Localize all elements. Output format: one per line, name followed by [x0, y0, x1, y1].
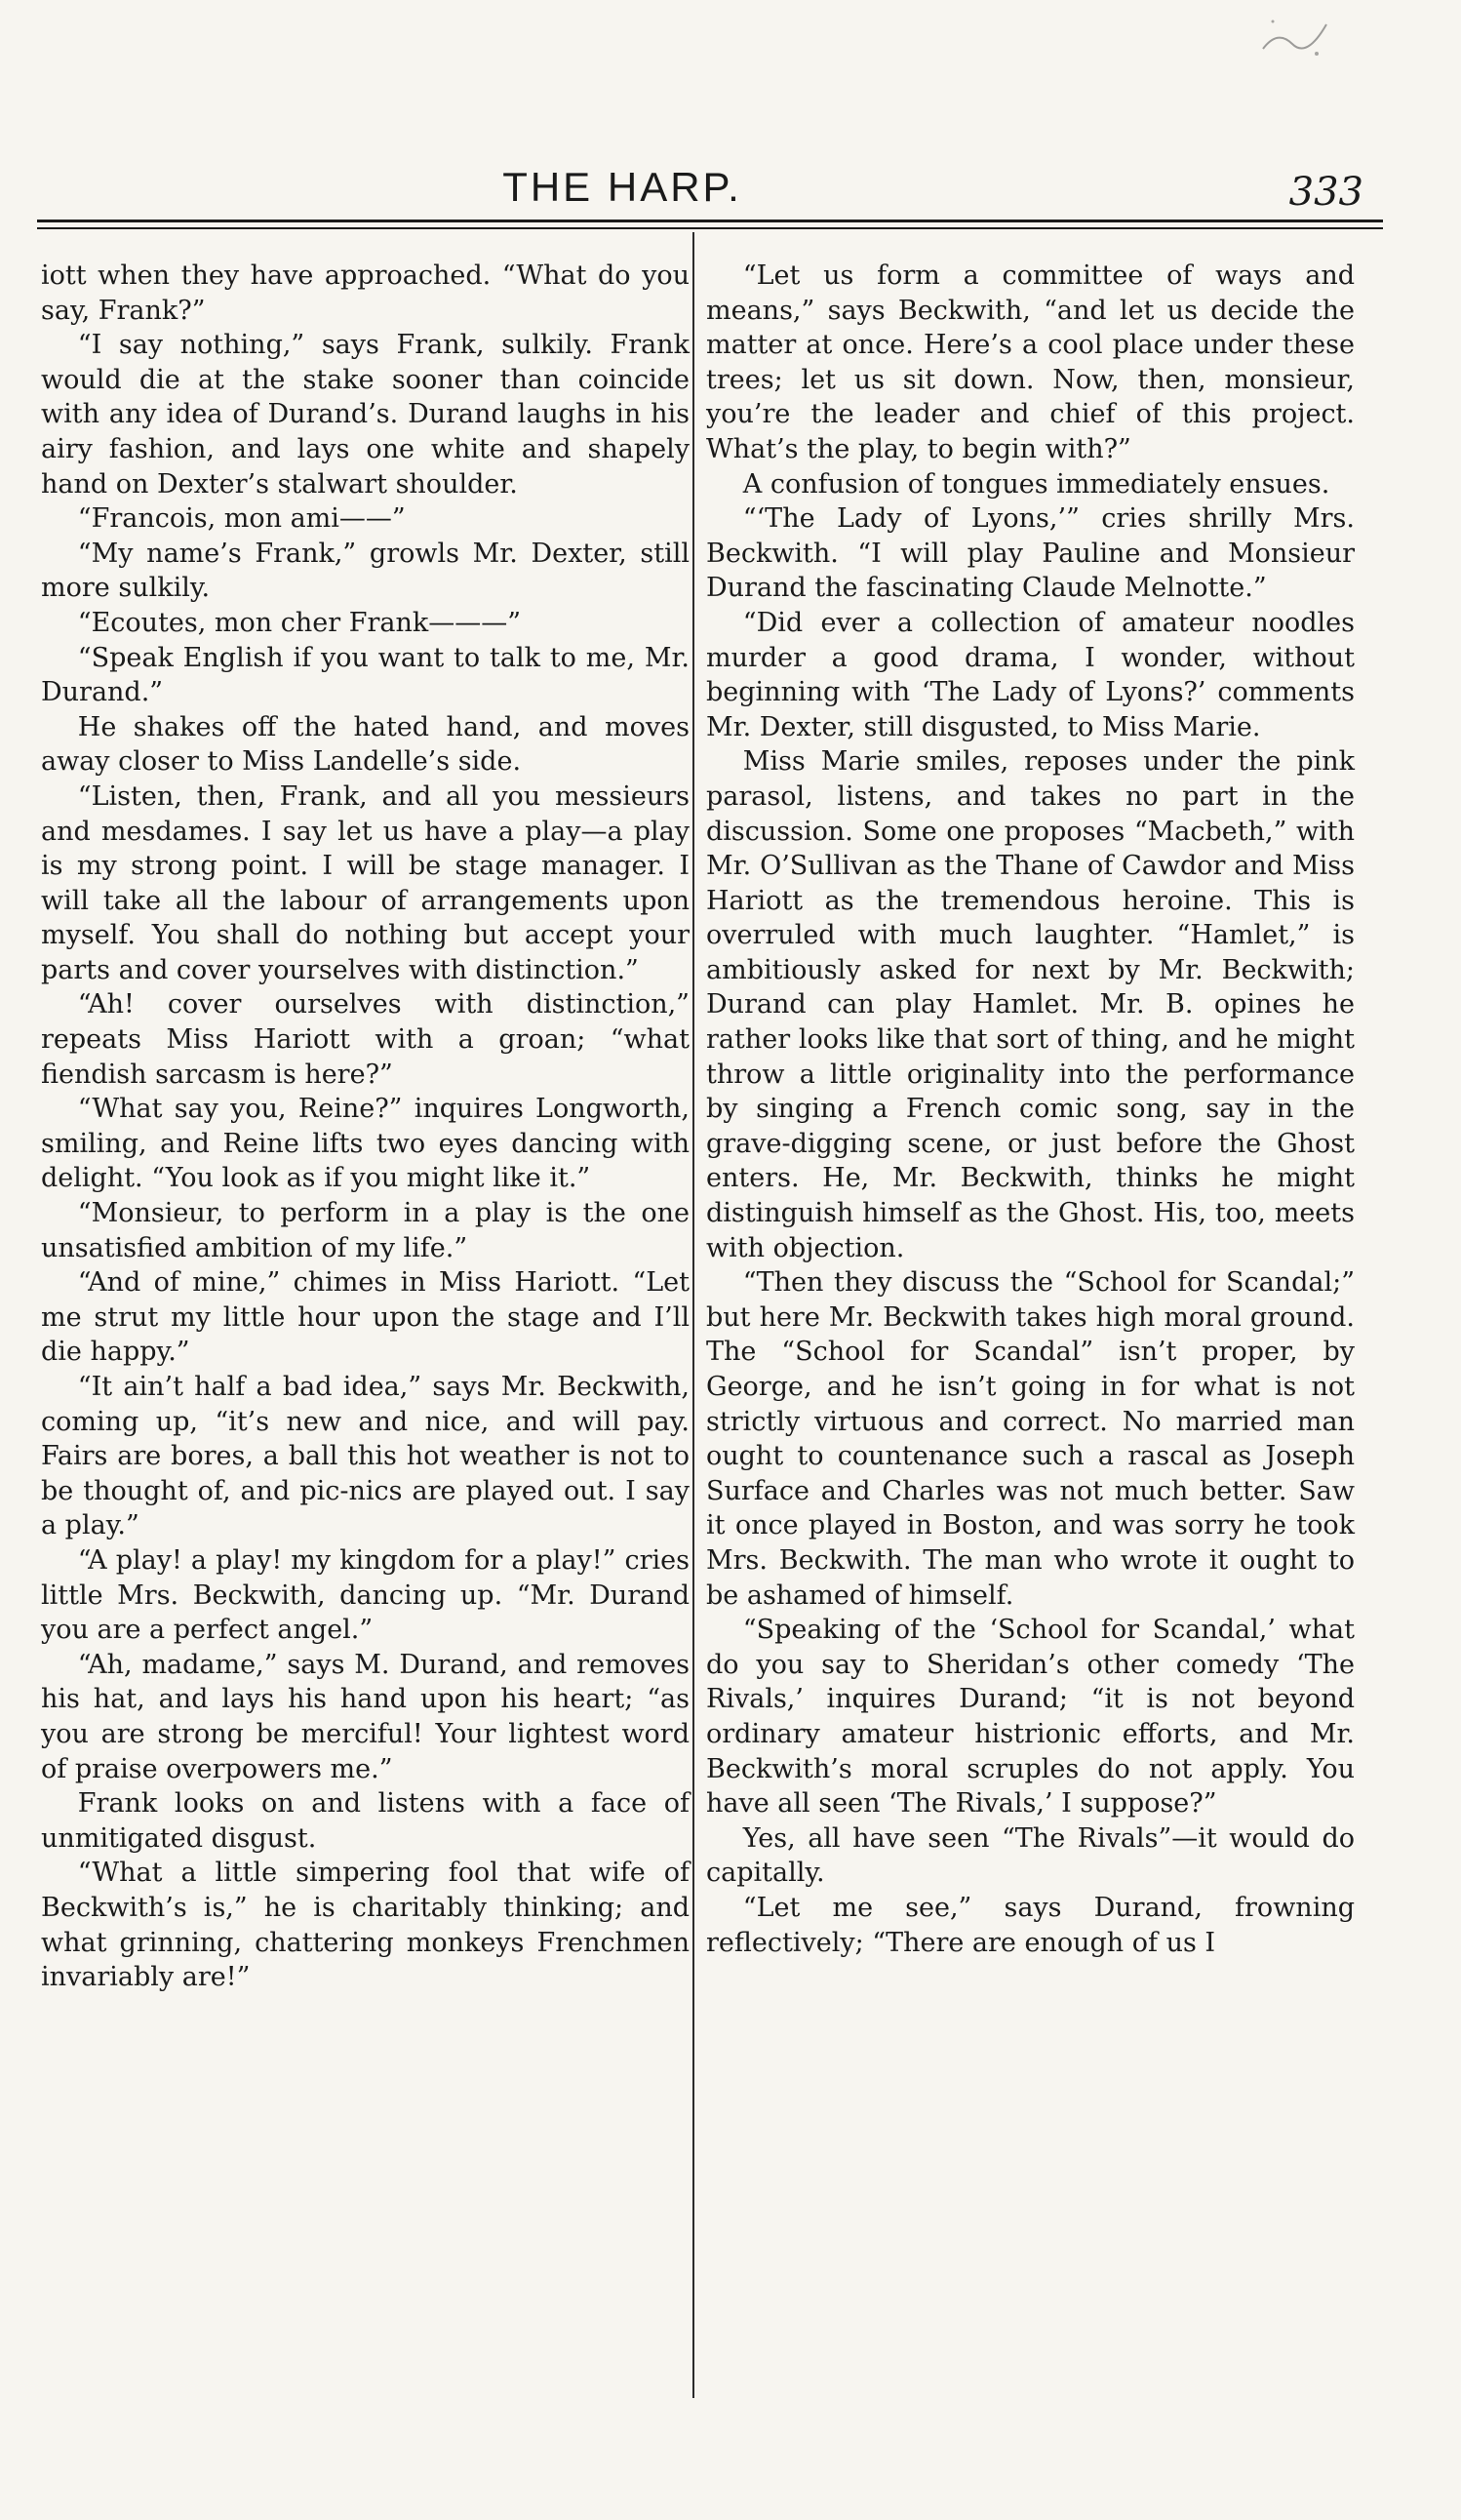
ink-mark-icon: [1258, 10, 1336, 68]
paragraph: “Did ever a collection of amateur noodles murder a good drama, I wonder, without beginning with ‘The Lady of Lyons?’ comments Mr. Dexter, still disgusted, to Miss Marie.: [706, 607, 1355, 742]
right-column: [706, 259, 1355, 1960]
running-head: [37, 164, 1383, 222]
paragraph: “Ah! cover ourselves with distinction,” repeats Miss Hariott with a groan; “what fiendish sarcasm is here?”: [41, 989, 690, 1090]
paragraph: “Let us form a committee of ways and means,” says Beckwith, “and let us decide the matter at once. Here’s a cool place under these trees; let us sit down. Now, then, monsieur, you’re the leader and chief of this project. What’s the play, to begin with?”: [706, 260, 1355, 464]
paragraph: A confusion of tongues immediately ensues.: [742, 468, 1330, 500]
paragraph: “Speaking of the ‘School for Scandal,’ what do you say to Sheridan’s other comedy ‘The Rivals,’ inquires Durand; “it is not beyond ordinary amateur histrionic efforts, and Mr. Beckwith’s moral scruples do not apply. You have all seen ‘The Rivals,’ I suppose?”: [706, 1615, 1355, 1820]
paragraph: “Speak English if you want to talk to me, Mr. Durand.”: [41, 642, 690, 708]
paragraph: “It ain’t half a bad idea,” says Mr. Beckwith, coming up, “it’s new and nice, and will pay. Fairs are bores, a ball this hot weather is not to be thought of, and pic-nics are played out. I say a play.”: [41, 1372, 690, 1541]
paragraph: “What a little simpering fool that wife of Beckwith’s is,” he is charitably thinking; and what grinning, chattering monkeys Frenchmen invariably are!”: [41, 1858, 690, 1993]
paragraph: He shakes off the hated hand, and moves away closer to Miss Landelle’s side.: [41, 711, 690, 778]
paragraph: “What say you, Reine?” inquires Longworth, smiling, and Reine lifts two eyes dancing with delight. “You look as if you might like it.”: [41, 1094, 690, 1194]
left-column: [41, 259, 690, 1995]
paragraph: “Listen, then, Frank, and all you messieurs and mesdames. I say let us have a play—a play is my strong point. I will be stage manager. I will take all the labour of arrangements upon myself. You shall do nothing but accept your parts and cover yourselves with distinction.”: [41, 780, 690, 985]
paragraph: “Ecoutes, mon cher Frank———”: [77, 607, 522, 638]
paragraph: “Let me see,” says Durand, frowning reflectively; “There are enough of us I: [706, 1892, 1355, 1958]
header-rule-bottom: [37, 227, 1383, 229]
paragraph: Yes, all have seen “The Rivals”—it would do capitally.: [706, 1822, 1355, 1889]
paragraph: Miss Marie smiles, reposes under the pink parasol, listens, and takes no part in the discussion. Some one proposes “Macbeth,” with Mr. O’Sullivan as the Thane of Cawdor and Miss Hariott as the tremendous heroine. This is overruled with much laughter. “Hamlet,” is ambitiously asked for next by Mr. Beckwith; Durand can play Hamlet. Mr. B. opines he rather looks like that sort of thing, and he might throw a little originality into the performance by singing a French comic song, say in the grave-digging scene, or just before the Ghost enters. He, Mr. Beckwith, thinks he might distinguish himself as the Ghost. His, too, meets with objection.: [706, 746, 1355, 1263]
paragraph: “‘The Lady of Lyons,’” cries shrilly Mrs. Beckwith. “I will play Pauline and Monsieur Durand the fascinating Claude Melnotte.”: [706, 503, 1355, 604]
header-rule-top: [37, 220, 1383, 222]
paragraph: “My name’s Frank,” growls Mr. Dexter, still more sulkily.: [41, 538, 690, 604]
paragraph: “Francois, mon ami——”: [77, 503, 406, 535]
paragraph: “I say nothing,” says Frank, sulkily. Frank would die at the stake sooner than coincide with any idea of Durand’s. Durand laughs in his airy fashion, and lays one white and shapely hand on Dexter’s stalwart shoulder.: [41, 330, 690, 500]
paragraph: iott when they have approached. “What do you say, Frank?”: [41, 260, 690, 326]
column-divider: [692, 232, 694, 2398]
paragraph: “Monsieur, to perform in a play is the one unsatisfied ambition of my life.”: [41, 1198, 690, 1263]
paragraph: “Ah, madame,” says M. Durand, and removes his hat, and lays his hand upon his heart; “as you are strong be merciful! Your lightest word of praise overpowers me.”: [41, 1649, 690, 1784]
paragraph: “Then they discuss the “School for Scandal;” but here Mr. Beckwith takes high moral ground. The “School for Scandal” isn’t proper, by George, and he isn’t going in for what is not strictly virtuous and correct. No married man ought to countenance such a rascal as Joseph Surface and Charles was not much better. Saw it once played in Boston, and was sorry he took Mrs. Beckwith. The man who wrote it ought to be ashamed of himself.: [706, 1267, 1355, 1611]
page-title: THE HARP.: [502, 164, 742, 210]
page-number: 333: [1288, 170, 1363, 215]
paragraph: Frank looks on and listens with a face of unmitigated disgust.: [41, 1788, 690, 1854]
paragraph: “And of mine,” chimes in Miss Hariott. “Let me strut my little hour upon the stage and I’ll die happy.”: [41, 1267, 690, 1368]
paragraph: “A play! a play! my kingdom for a play!” cries little Mrs. Beckwith, dancing up. “Mr. Durand you are a perfect angel.”: [41, 1544, 690, 1646]
